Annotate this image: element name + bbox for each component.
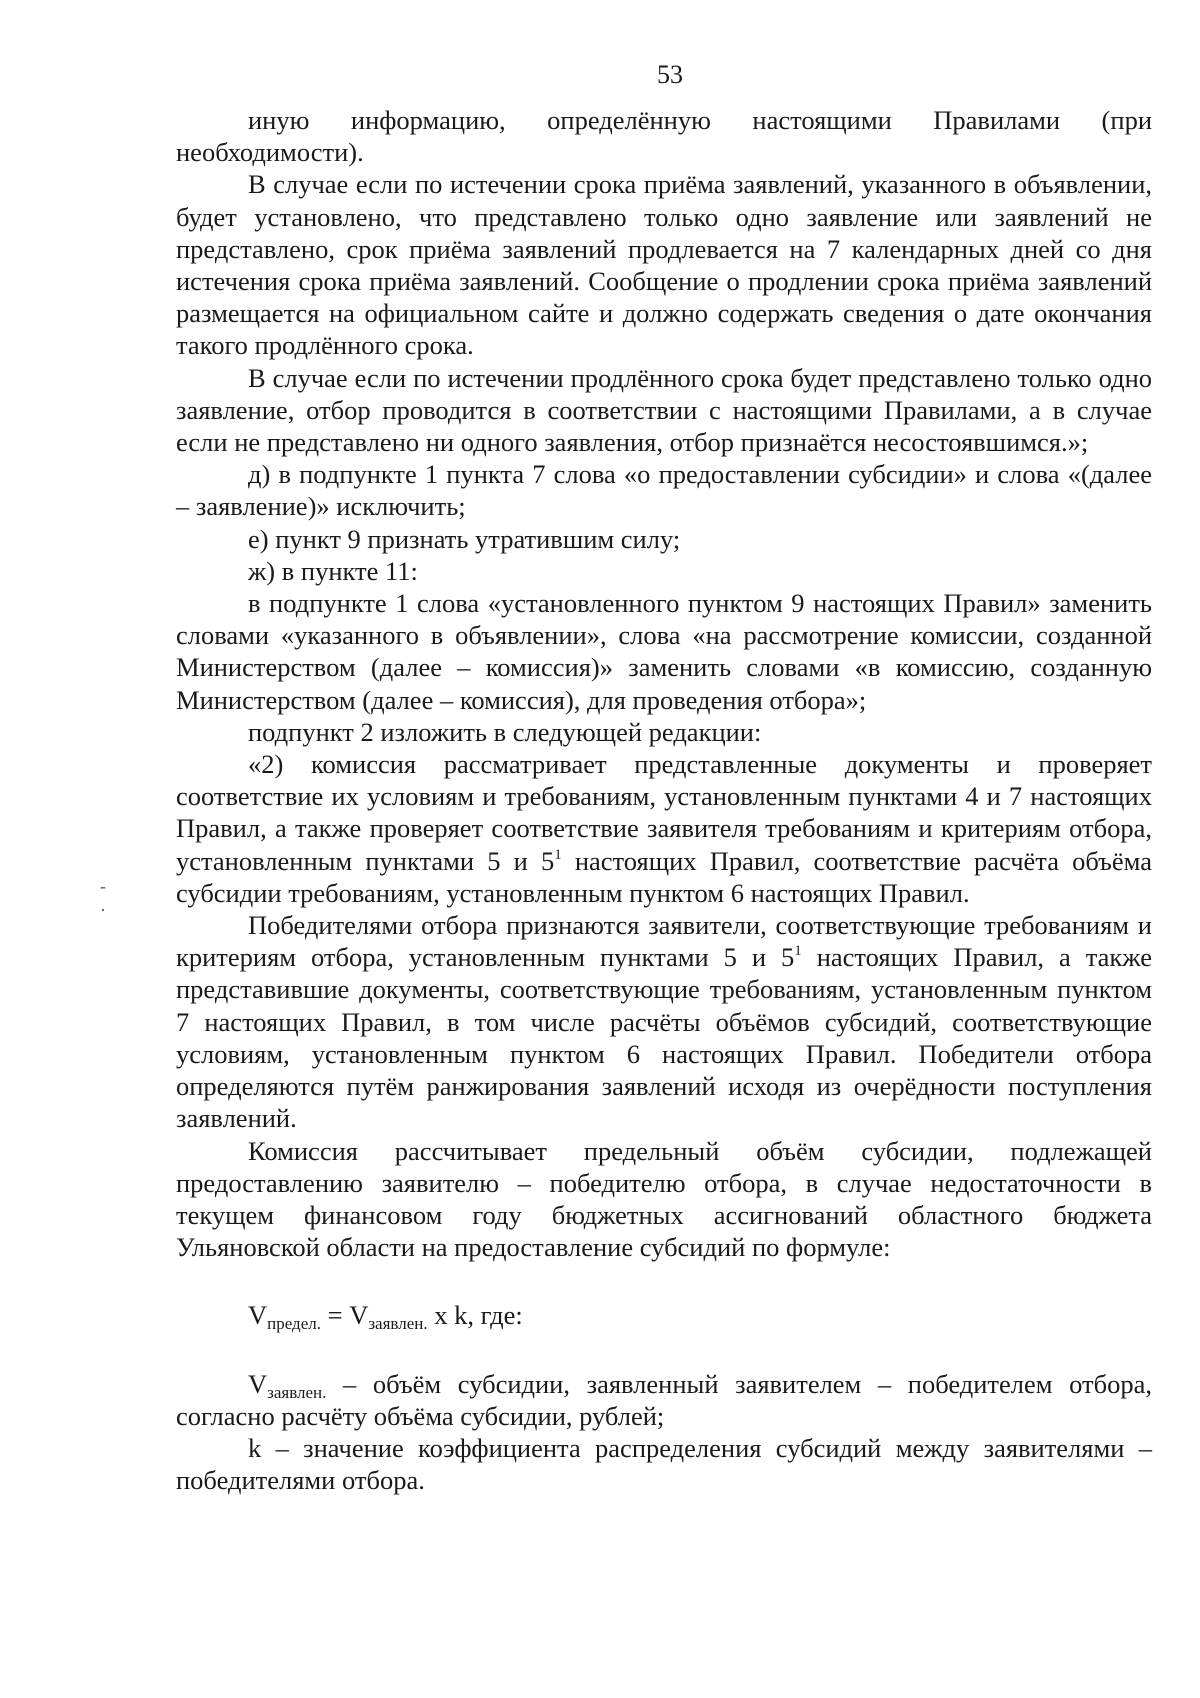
paragraph-text: «2) комиссия рассматривает представленные документы и проверяет соответствие их условиям и требованиям, установленным пунктами 4 и 7 настоящих Правил, а также проверяет соответствие заявителя требованиям и критериям отбора, установленным пунктами 5 и 5 (176, 749, 1152, 876)
page-number: 53 (657, 60, 683, 89)
margin-scan-mark: · (100, 900, 106, 920)
margin-scan-mark: - (100, 876, 106, 896)
paragraph: е) пункт 9 признать утратившим силу; (248, 523, 681, 554)
formula-subscript: заявлен. (368, 1314, 428, 1334)
definition: k – значение коэффициента распределения субсидий между заявителями – победителями отбора. (176, 1432, 1152, 1496)
paragraph (176, 748, 1152, 909)
paragraph: В случае если по истечении срока приёма заявлений, указанного в объявлении, будет установлено, что представлено только одно заявление или заявлений не представлено, срок приёма заявлений продлевается на 7 календарных дней со дня истечения срока приёма заявлений. Сообщение о продлении срока приёма заявлений размещается на официальном сайте и должно содержать сведения о дате окончания такого продлённого срока. (176, 169, 1152, 361)
definition-var: V (248, 1368, 268, 1399)
formula (176, 1299, 1152, 1334)
formula-tail: x k, где: (427, 1300, 523, 1331)
paragraph-text: настоящих Правил, а также представившие документы, соответствующие требованиям, установленным пунктом 7 настоящих Правил, в том числе расчёты объёмов субсидий, соответствующие условиям, установленным пунктом 6 настоящих Правил. Победители отбора определяются путём ранжирования заявлений исходя из очерёдности поступления заявлений. (176, 942, 1152, 1134)
paragraph (176, 909, 1152, 1134)
paragraph: подпункт 2 изложить в следующей редакции: (248, 716, 762, 747)
paragraph-text: Победителями отбора признаются заявители, соответствующие требованиям и критериям отбора, установленным пунктами 5 и 5 (176, 910, 1152, 973)
superscript: 1 (794, 943, 802, 960)
paragraph: В случае если по истечении продлённого срока будет представлено только одно заявление, отбор проводится в соответствии с настоящими Правилами, а в случае если не представлено ни одного заявления, отбор признаётся несостоявшимся.»; (176, 362, 1152, 458)
paragraph: Комиссия рассчитывает предельный объём субсидии, подлежащей предоставлению заявителю – победителю отбора, в случае недостаточности в текущем финансовом году бюджетных ассигнований областного бюджета Ульяновской области на предоставление субсидий по формуле: (176, 1135, 1152, 1263)
definition (176, 1368, 1152, 1432)
formula-subscript: предел. (267, 1314, 321, 1334)
paragraph: д) в подпункте 1 пункта 7 слова «о предоставлении субсидии» и слова «(далее – заявление)» исключить; (176, 459, 1152, 522)
formula-var: V (349, 1300, 369, 1331)
definition-subscript: заявлен. (267, 1382, 327, 1402)
paragraph-text: настоящих Правил, соответствие расчёта объёма субсидии требованиям, установленным пунктом 6 настоящих Правил. (176, 845, 1153, 908)
definition-text: – объём субсидии, заявленный заявителем – победителем отбора, согласно расчёту объёма субсидии, рублей; (176, 1368, 1152, 1431)
paragraph: иную информацию, определённую настоящими Правилами (при необходимости). (176, 105, 1152, 168)
formula-operator: = (321, 1300, 350, 1331)
document-body (176, 104, 1152, 1496)
paragraph: ж) в пункте 11: (248, 555, 418, 586)
paragraph: в подпункте 1 слова «установленного пунктом 9 настоящих Правил» заменить словами «указанного в объявлении», слова «на рассмотрение комиссии, созданной Министерством (далее – комиссия)» заменить словами «в комиссию, созданную Министерством (далее – комиссия), для проведения отбора»; (176, 588, 1152, 715)
superscript: 1 (554, 846, 562, 863)
formula-var: V (248, 1300, 268, 1331)
